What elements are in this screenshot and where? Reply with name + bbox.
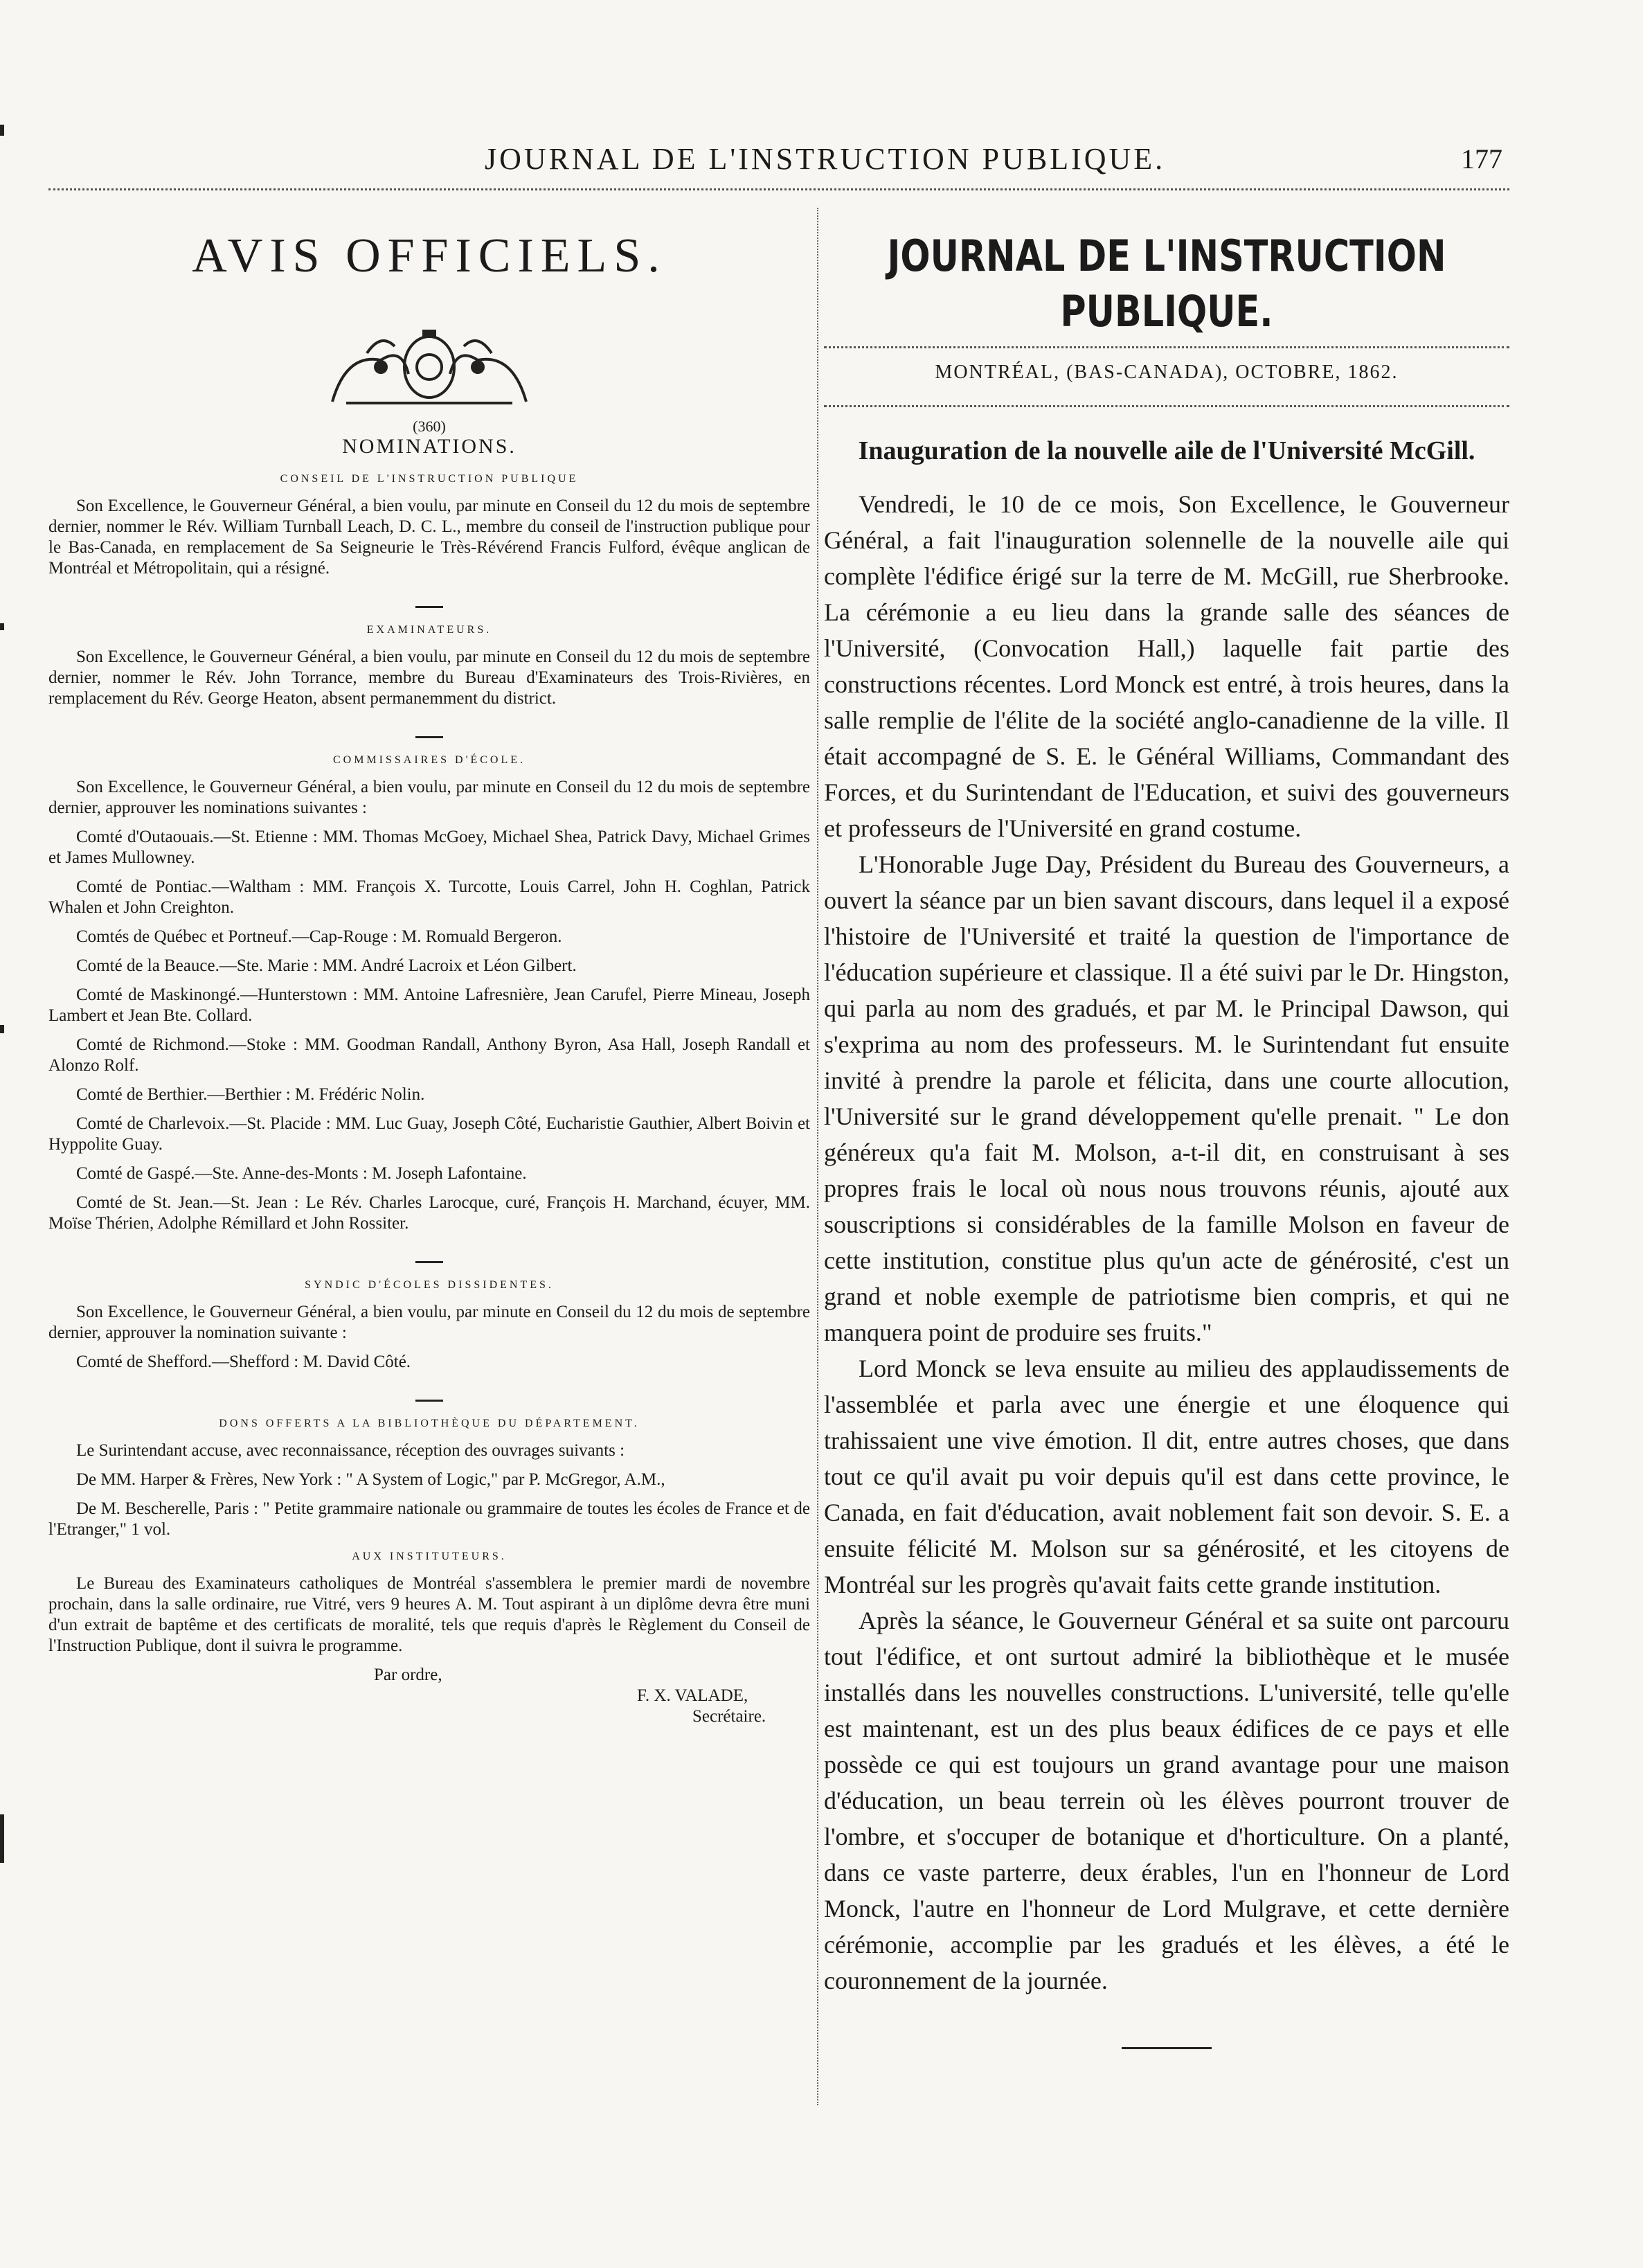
signatory-name: F. X. VALADE, <box>637 1686 748 1705</box>
scan-edge-mark <box>0 1025 4 1033</box>
commissaires-entry: Comté de Pontiac.—Waltham : MM. François X. Turcotte, Louis Carrel, John H. Coghlan, Patrick Whalen et John Creighton. <box>48 877 810 917</box>
scan-edge-mark <box>0 125 4 136</box>
dons-item: De MM. Harper & Frères, New York : " A System of Logic," par P. McGregor, A.M., <box>76 1470 665 1489</box>
commissaires-entry: Comté de Maskinongé.—Hunterstown : MM. Antoine Lafresnière, Jean Carufel, Pierre Mineau, Joseph Lambert et Jean Bte. Collard. <box>48 985 810 1025</box>
section-dash <box>48 1248 810 1269</box>
running-head <box>0 136 1643 184</box>
commissaires-entry: Comtés de Québec et Portneuf.—Cap-Rouge : M. Romuald Bergeron. <box>76 927 562 946</box>
journal-title: JOURNAL DE L'INSTRUCTION PUBLIQUE. <box>887 231 1446 337</box>
article-paragraph: Après la séance, le Gouverneur Général et sa suite ont parcouru tout l'édifice, et ont surtout admiré la bibliothèque et le musée installés dans les nouvelles constructions. L'université, telle qu'elle est maintenant, est un des plus beaux édifices de ce pays et elle possède ce qui est toujours un grand avantage pour une maison d'éducation, un beau terrein où les élèves pourront trouver de l'ombre, et s'occuper de botanique et d'horticulture. On a planté, dans ce vaste parterre, deux érables, l'un en l'honneur de Lord Monck, l'autre en l'honneur de Lord Mulgrave, et cette dernière cérémonie, accomplie par les gradués et les élèves, a été le couronnement de la journée. <box>824 1607 1509 1994</box>
column-divider <box>817 208 818 2105</box>
commissaires-entry: Comté de Richmond.—Stoke : MM. Goodman Randall, Anthony Byron, Asa Hall, Joseph Randall et Alonzo Rolf. <box>48 1035 810 1075</box>
dateline-rule <box>824 346 1509 348</box>
commissaires-entry: Comté de Charlevoix.—St. Placide : MM. Luc Guay, Joseph Côté, Eucharistie Gauthier, Albert Boivin et Hyppolite Guay. <box>48 1114 810 1154</box>
article-title: Inauguration de la nouvelle aile de l'Université McGill. <box>858 436 1475 465</box>
commissaires-entry: Comté d'Outaouais.—St. Etienne : MM. Thomas McGoey, Michael Shea, Patrick Davy, Michael Grimes et James Mullowney. <box>48 828 810 867</box>
end-rule <box>1122 2047 1212 2049</box>
article-paragraph: Lord Monck se leva ensuite au milieu des applaudissements de l'assemblée et parla avec une énergie et une éloquence qui trahissaient une vive émotion. Il dit, entre autres choses, que dans tout ce qu'il avait pu voir depuis qu'il est dans cette province, le Canada, en fait d'éducation, avait noblement fait son devoir. S. E. a ensuite félicité M. Molson sur sa générosité, et les citoyens de Montréal sur les progrès qu'avait faits cette grande institution. <box>824 1355 1509 1598</box>
instituteurs-label: AUX INSTITUTEURS. <box>352 1551 507 1562</box>
article-paragraph: L'Honorable Juge Day, Président du Bureau des Gouverneurs, a ouvert la séance par un bien savant discours, dans lequel il a exposé l'histoire de l'Université et traité la question de l'importance de l'éducation supérieure et classique. Il a été suivi par le Dr. Hingston, qui parla au nom des gradués, et par M. le Principal Dawson, qui s'exprima au nom des professeurs. M. le Surintendant fut ensuite invité à prendre la parole et félicita, dans une courte allocution, l'Université sur le grand développement qu'elle prenait. " Le don généreux qu'a fait M. Molson, a-t-il dit, en construisant à ses propres frais le local où nous nous trouvons réunis, ajouté aux souscriptions si considérables de la famille Molson en faveur de cette institution, constitue plus qu'un acte de générosité, c'est un grand et noble exemple de patriotisme bien compris, et qui ne manquera point de produire ses fruits." <box>824 850 1509 1346</box>
section-dash <box>48 1386 810 1407</box>
seal-number: (360) <box>413 418 446 435</box>
dateline-rule <box>824 405 1509 407</box>
page-number: 177 <box>1461 143 1502 175</box>
syndic-label: SYNDIC D'ÉCOLES DISSIDENTES. <box>305 1279 554 1291</box>
coat-of-arms-icon <box>305 325 554 416</box>
section-dash <box>48 593 810 614</box>
header-rule <box>48 188 1509 190</box>
dateline: MONTRÉAL, (BAS-CANADA), OCTOBRE, 1862. <box>935 361 1399 383</box>
commissaires-entry: Comté de Gaspé.—Ste. Anne-des-Monts : M. Joseph Lafontaine. <box>76 1164 527 1183</box>
conseil-label: CONSEIL DE L'INSTRUCTION PUBLIQUE <box>280 473 579 485</box>
syndic-entry: Comté de Shefford.—Shefford : M. David Côté. <box>76 1352 411 1371</box>
commissaires-entry: Comté de Berthier.—Berthier : M. Frédéric Nolin. <box>76 1085 425 1104</box>
nominations-title: NOMINATIONS. <box>342 435 517 458</box>
scan-edge-mark <box>0 1814 4 1863</box>
running-title: JOURNAL DE L'INSTRUCTION PUBLIQUE. <box>485 142 1166 176</box>
commissaires-entry: Comté de St. Jean.—St. Jean : Le Rév. Charles Larocque, curé, François H. Marchand, écuyer, MM. Moïse Thérien, Adolphe Rémillard et John Rossiter. <box>48 1193 810 1233</box>
examinateurs-text: Son Excellence, le Gouverneur Général, a bien voulu, par minute en Conseil du 12 du mois de septembre dernier, nommer le Rév. John Torrance, membre du Bureau d'Examinateurs des Trois-Rivières, en remplacement du Rév. George Heaton, absent permanemment du district. <box>48 648 810 708</box>
dons-intro: Le Surintendant accuse, avec reconnaissance, réception des ouvrages suivants : <box>76 1441 625 1460</box>
scan-edge-mark <box>0 623 4 630</box>
signature-block <box>48 1665 810 1727</box>
instituteurs-text: Le Bureau des Examinateurs catholiques de Montréal s'assemblera le premier mardi de novembre prochain, dans la salle ordinaire, rue Vitré, vers 9 heures A. M. Tout aspirant à un diplôme devra être muni d'un extrait de baptême et des certificats de moralité, tels que requis d'après le Règlement du Conseil de l'Instruction Publique, dont il suivra le programme. <box>48 1574 810 1655</box>
article-paragraph: Vendredi, le 10 de ce mois, Son Excellence, le Gouverneur Général, a fait l'inauguration solennelle de la nouvelle aile qui complète l'édifice érigé sur la terre de M. McGill, rue Sherbrooke. La cérémonie a eu lieu dans la grande salle des séances de l'Université, (Convocation Hall,) laquelle fait partie des constructions récentes. Lord Monck est entré, à trois heures, dans la salle remplie de l'élite de la société anglo-canadienne de la ville. Il était accompagné de S. E. le Général Williams, Commandant des Forces, et du Surintendant de l'Education, et suivi des gouverneurs et professeurs de l'Université en grand costume. <box>824 490 1509 842</box>
dons-item: De M. Bescherelle, Paris : " Petite grammaire nationale ou grammaire de toutes les écoles de France et de l'Etranger," 1 vol. <box>48 1499 810 1539</box>
syndic-text: Son Excellence, le Gouverneur Général, a bien voulu, par minute en Conseil du 12 du mois de septembre dernier, approuver la nomination suivante : <box>48 1303 810 1342</box>
commissaires-label: COMMISSAIRES D'ÉCOLE. <box>332 754 526 766</box>
avis-officiels-heading: AVIS OFFICIELS. <box>192 229 667 283</box>
signatory-title: Secrétaire. <box>692 1707 766 1726</box>
conseil-text: Son Excellence, le Gouverneur Général, a bien voulu, par minute en Conseil du 12 du mois de septembre dernier, nommer le Rév. William Turnball Leach, D. C. L., membre du conseil de l'instruction publique pour le Bas-Canada, en remplacement de Sa Seigneurie le Très-Révérend Francis Fulford, évêque anglican de Montréal et Métropolitain, qui a résigné. <box>48 497 810 578</box>
right-column <box>824 208 1509 2049</box>
dons-label: DONS OFFERTS A LA BIBLIOTHÈQUE DU DÉPARTEMENT. <box>219 1418 640 1429</box>
commissaires-intro: Son Excellence, le Gouverneur Général, a bien voulu, par minute en Conseil du 12 du mois de septembre dernier, approuver les nominations suivantes : <box>48 778 810 817</box>
commissaires-entry: Comté de la Beauce.—Ste. Marie : MM. André Lacroix et Léon Gilbert. <box>76 956 577 975</box>
left-column <box>48 208 810 1727</box>
examinateurs-label: EXAMINATEURS. <box>366 624 492 636</box>
par-ordre: Par ordre, <box>374 1666 442 1684</box>
section-dash <box>48 723 810 744</box>
